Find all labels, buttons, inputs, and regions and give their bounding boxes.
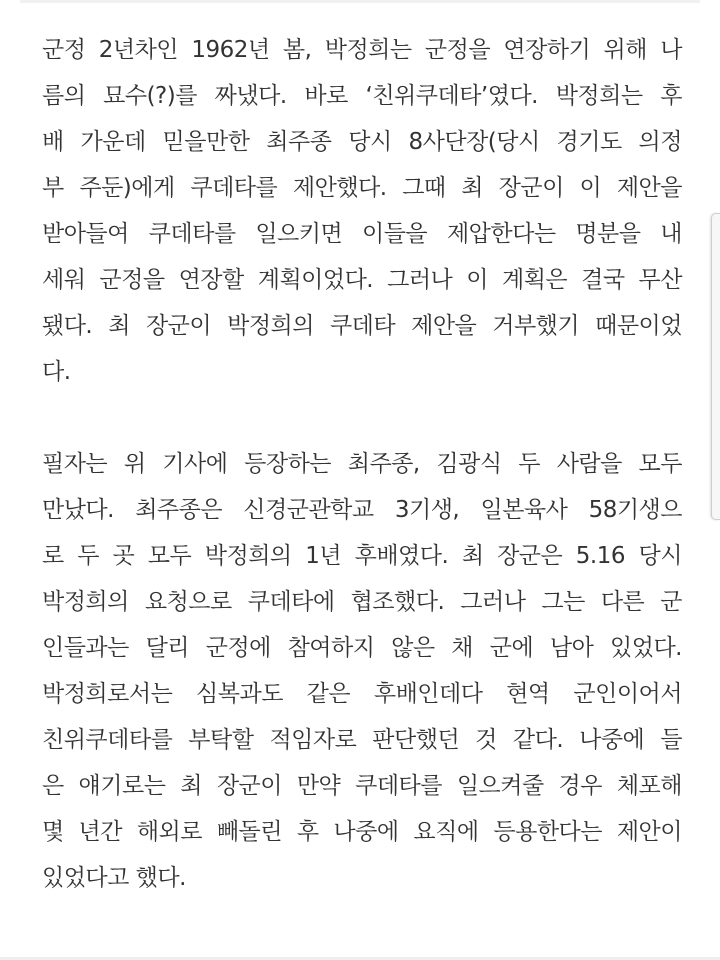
text-line: 됐다. 최 장군이 박정희의 쿠데타 제안을 거부했기 때문이었 xyxy=(42,313,682,339)
text-line: 세워 군정을 연장할 계획이었다. 그러나 이 계획은 결국 무산 xyxy=(42,267,682,293)
text-line: 군정 2년차인 1962년 봄, 박정희는 군정을 연장하기 위해 나 xyxy=(42,37,682,63)
text-line: 은 얘기로는 최 장군이 만약 쿠데타를 일으켜줄 경우 체포해 xyxy=(42,773,682,799)
text-line: 름의 묘수(?)를 짜냈다. 바로 ‘친위쿠데타’였다. 박정희는 후 xyxy=(42,83,682,109)
text-line: 받아들여 쿠데타를 일으키면 이들을 제압한다는 명분을 내 xyxy=(42,221,682,247)
paragraph-spacer xyxy=(42,395,682,441)
text-line: 친위쿠데타를 부탁할 적임자로 판단했던 것 같다. 나중에 들 xyxy=(42,727,682,753)
text-line: 박정희의 요청으로 쿠데타에 협조했다. 그러나 그는 다른 군 xyxy=(42,589,682,615)
text-line: 부 주둔)에게 쿠데타를 제안했다. 그때 최 장군이 이 제안을 xyxy=(42,175,682,201)
top-divider xyxy=(20,0,700,3)
text-line: 몇 년간 해외로 빼돌린 후 나중에 요직에 등용한다는 제안이 xyxy=(42,819,682,845)
article-body xyxy=(42,27,682,901)
paragraph-1 xyxy=(42,27,682,395)
scrollbar-handle[interactable] xyxy=(711,213,720,520)
text-line: 박정희로서는 심복과도 같은 후배인데다 현역 군인이어서 xyxy=(42,681,682,707)
text-line: 배 가운데 믿을만한 최주종 당시 8사단장(당시 경기도 의정 xyxy=(42,129,682,155)
text-line: 필자는 위 기사에 등장하는 최주종, 김광식 두 사람을 모두 xyxy=(42,451,682,477)
text-line: 로 두 곳 모두 박정희의 1년 후배였다. 최 장군은 5.16 당시 xyxy=(42,543,682,569)
text-line: 인들과는 달리 군정에 참여하지 않은 채 군에 남아 있었다. xyxy=(42,635,682,661)
paragraph-2 xyxy=(42,441,682,901)
text-line: 다. xyxy=(42,359,71,385)
text-line: 있었다고 했다. xyxy=(42,865,186,891)
text-line: 만났다. 최주종은 신경군관학교 3기생, 일본육사 58기생으 xyxy=(42,497,682,523)
